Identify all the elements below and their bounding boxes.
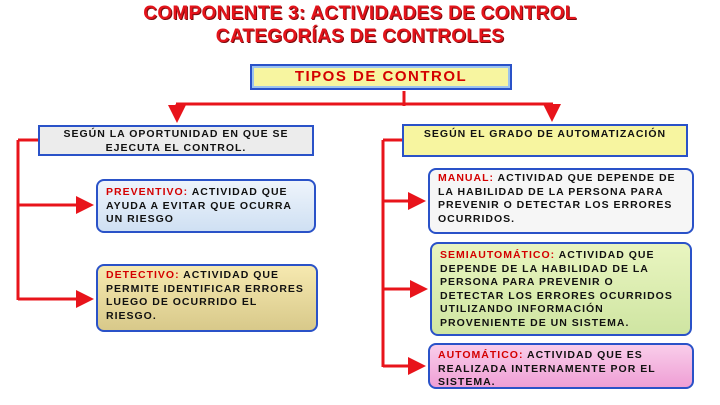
page-subtitle: CATEGORÍAS DE CONTROLES (215, 26, 505, 47)
page-title: COMPONENTE 3: ACTIVIDADES DE CONTROL (143, 3, 577, 24)
node-manual (428, 168, 694, 234)
semiautomatico-text: ACTIVIDAD QUE DEPENDE DE LA HABILIDAD DE LA PERSONA PARA PREVENIR O DETECTAR LOS ERRORES OCURRIDOS UTILIZANDO INFORMACIÓN PROVENIENTE DE UN SISTEMA. (440, 249, 673, 329)
manual-term: MANUAL: (438, 172, 494, 184)
manual-text: ACTIVIDAD QUE DEPENDE DE LA HABILIDAD DE LA PERSONA PARA PREVENIR O DETECTAR LOS ERRORES OCURRIDOS. (438, 172, 676, 225)
right-branch-heading (402, 124, 688, 157)
automatico-term: AUTOMÁTICO: (438, 349, 524, 361)
root-node (250, 64, 512, 90)
left-branch-heading (38, 125, 314, 156)
detectivo-term: DETECTIVO: (106, 269, 180, 281)
left-heading-text: SEGÚN LA OPORTUNIDAD EN QUE SE EJECUTA EL CONTROL. (63, 128, 289, 154)
node-detectivo (96, 264, 318, 332)
automatico-text: ACTIVIDAD QUE ES REALIZADA INTERNAMENTE POR EL SISTEMA. (438, 349, 656, 388)
node-automatico (428, 343, 694, 389)
node-preventivo (96, 179, 316, 233)
preventivo-text: ACTIVIDAD QUE AYUDA A EVITAR QUE OCURRA UN RIESGO (106, 186, 292, 225)
detectivo-text: ACTIVIDAD QUE PERMITE IDENTIFICAR ERRORES LUEGO DE OCURRIDO EL RIESGO. (106, 269, 304, 322)
right-heading-text: SEGÚN EL GRADO DE AUTOMATIZACIÓN (423, 128, 667, 140)
node-semiautomatico (430, 242, 692, 336)
root-label: TIPOS DE CONTROL (294, 68, 468, 85)
preventivo-term: PREVENTIVO: (106, 186, 189, 198)
semiautomatico-term: SEMIAUTOMÁTICO: (440, 249, 556, 261)
